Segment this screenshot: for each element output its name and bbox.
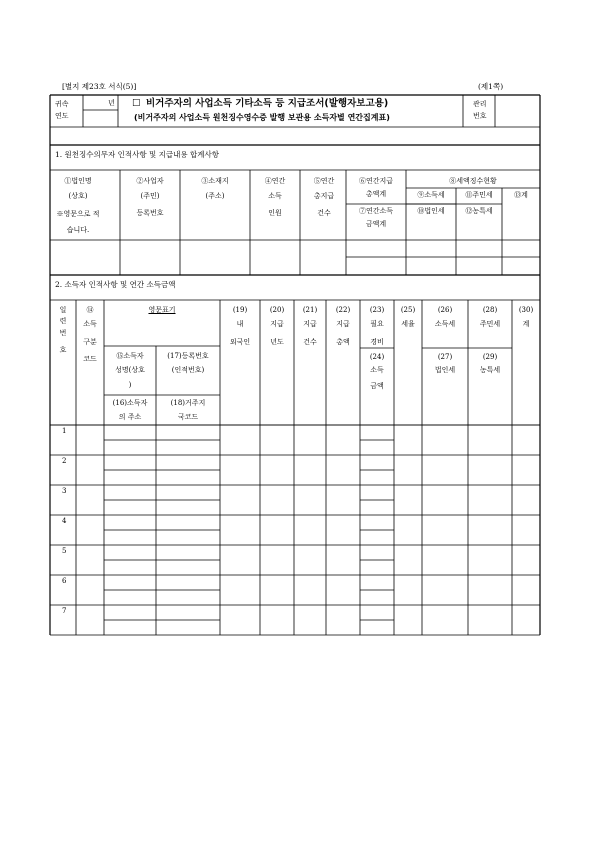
row-number: 1 <box>62 427 67 435</box>
row-number: 6 <box>62 577 67 585</box>
year-field[interactable] <box>83 110 113 122</box>
row-number: 2 <box>62 457 67 465</box>
section1-title: 1. 원천징수의무자 인적사항 및 지급내용 합계사항 <box>55 150 219 159</box>
row-number: 3 <box>62 487 67 495</box>
english-notation-header: 영문표기 <box>148 306 176 314</box>
row-number: 7 <box>62 607 67 615</box>
row-number: 5 <box>62 547 67 555</box>
form-checkbox[interactable]: ☐ <box>132 98 141 109</box>
form-reference: [별지 제23호 서식(5)] <box>62 82 137 91</box>
english-note: ※영문으로 적 <box>56 210 100 218</box>
section2-title: 2. 소득자 인적사항 및 연간 소득금액 <box>55 280 176 289</box>
form-title: 비거주자의 사업소득 기타소득 등 지급조서(발행자보고용) <box>146 98 389 109</box>
management-number-label: 관리 <box>473 100 487 108</box>
year-unit: 년 <box>108 99 115 107</box>
year-label: 귀속 <box>55 100 69 108</box>
row-number: 4 <box>62 517 67 525</box>
form-subtitle: (비거주자의 사업소득 원천징수영수증 발행 보관용 소득자별 연간집계표) <box>134 113 390 122</box>
page-label: (제1쪽) <box>478 82 504 91</box>
management-number-field[interactable] <box>495 99 539 125</box>
